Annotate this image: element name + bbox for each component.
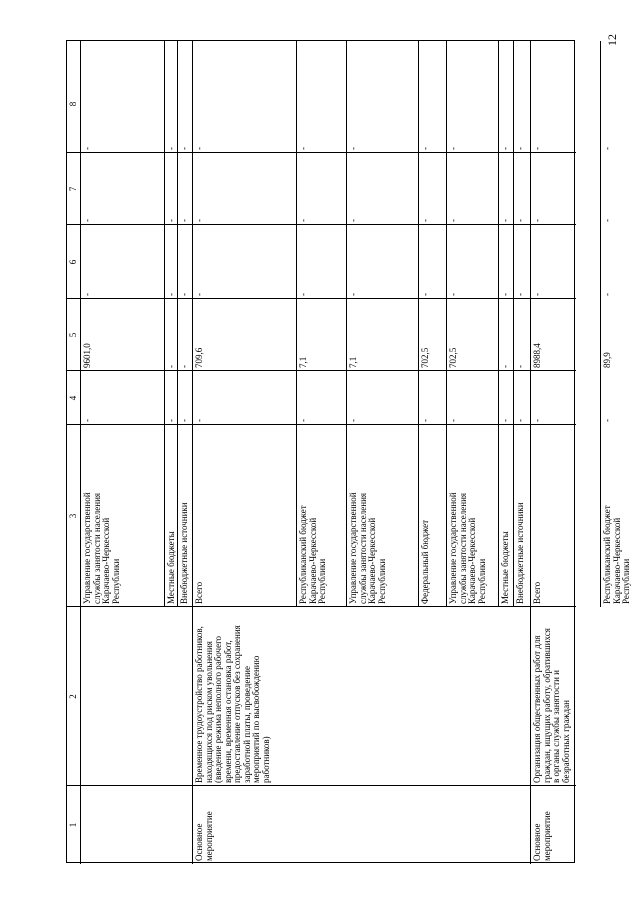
value-cell: 89,9	[602, 352, 612, 368]
value-cell: -	[500, 293, 510, 296]
value-cell: -	[298, 419, 308, 422]
value-cell: -	[602, 219, 612, 222]
value-cell: -	[194, 419, 204, 422]
value-cell: -	[298, 147, 308, 150]
value-cell: 709,6	[194, 347, 204, 368]
value-cell: -	[82, 147, 92, 150]
value-cell: -	[166, 147, 176, 150]
value-cell: -	[348, 219, 358, 222]
value-cell: -	[298, 293, 308, 296]
column-header-7: 7	[68, 186, 79, 192]
value-cell: -	[532, 147, 542, 150]
value-cell: -	[166, 365, 176, 368]
source-cell: Федеральный бюджет	[420, 519, 430, 604]
value-cell: -	[602, 293, 612, 296]
source-cell: Внебюджетные источники	[515, 502, 525, 604]
column-header-8: 8	[68, 101, 79, 107]
column-header-2: 2	[68, 694, 79, 699]
value-cell: -	[532, 293, 542, 296]
value-cell: -	[179, 219, 189, 222]
source-cell: Всего	[194, 581, 204, 604]
value-cell: -	[298, 219, 308, 222]
event-description-cell: Временное трудоустройство работников, находящихся под риском увольнения (введение режима неполного рабочего времени, временная остановка работ, предоставление отпусков без сохранения заработной платы, проведение мероприятий по высвобождению работников)	[194, 625, 271, 783]
value-cell: -	[448, 419, 458, 422]
value-cell: -	[179, 419, 189, 422]
page-number: 12	[604, 34, 619, 46]
source-cell: Управление государственной службы занятости населения Карачаево-Черкесской Республики	[82, 492, 121, 604]
value-cell: -	[348, 293, 358, 296]
value-cell: 7,1	[298, 356, 308, 368]
value-cell: -	[532, 419, 542, 422]
value-cell: -	[194, 293, 204, 296]
budget-table	[66, 40, 631, 863]
value-cell: 702,5	[448, 347, 458, 368]
value-cell: -	[194, 219, 204, 222]
value-cell: -	[448, 147, 458, 150]
event-description-cell: Организация общественных работ для граждан, ищущих работу, обратившихся в органы службы занятости и безработных граждан	[532, 628, 571, 783]
value-cell: -	[82, 293, 92, 296]
value-cell: 7,1	[348, 356, 358, 368]
value-cell: -	[602, 419, 612, 422]
column-header-5: 5	[68, 332, 79, 338]
value-cell: -	[515, 419, 525, 422]
value-cell: -	[179, 293, 189, 296]
value-cell: -	[515, 365, 525, 368]
value-cell: -	[532, 219, 542, 222]
value-cell: -	[179, 147, 189, 150]
event-type-cell: Основное мероприятие	[532, 811, 552, 861]
source-cell: Республиканский бюджет Карачаево-Черкесской Республики	[602, 505, 631, 604]
value-cell: -	[179, 365, 189, 368]
value-cell: -	[420, 419, 430, 422]
value-cell: -	[500, 365, 510, 368]
value-cell: -	[515, 293, 525, 296]
source-cell: Всего	[532, 581, 542, 604]
value-cell: 9601,0	[82, 343, 92, 368]
value-cell: -	[500, 147, 510, 150]
source-cell: Внебюджетные источники	[179, 502, 189, 604]
value-cell: -	[515, 147, 525, 150]
value-cell: -	[348, 419, 358, 422]
value-cell: -	[194, 147, 204, 150]
event-type-cell: Основное мероприятие	[194, 811, 214, 861]
value-cell: -	[82, 419, 92, 422]
value-cell: -	[348, 147, 358, 150]
value-cell: -	[166, 293, 176, 296]
source-cell: Управление государственной службы занятости населения Карачаево-Черкесской Республики	[348, 492, 387, 604]
value-cell: 8988,4	[532, 343, 542, 368]
column-header-3: 3	[68, 513, 79, 519]
value-cell: -	[500, 419, 510, 422]
source-cell: Управление государственной службы занятости населения Карачаево-Черкесской Республики	[448, 492, 487, 604]
source-cell: Местные бюджеты	[166, 531, 176, 604]
value-cell: -	[448, 293, 458, 296]
value-cell: -	[448, 219, 458, 222]
column-header-1: 1	[68, 822, 79, 828]
value-cell: -	[515, 219, 525, 222]
source-cell: Местные бюджеты	[500, 531, 510, 604]
value-cell: -	[166, 419, 176, 422]
value-cell: -	[602, 147, 612, 150]
value-cell: -	[420, 219, 430, 222]
value-cell: -	[82, 219, 92, 222]
value-cell: -	[166, 219, 176, 222]
value-cell: 702,5	[420, 347, 430, 368]
source-cell: Республиканский бюджет Карачаево-Черкесской Республики	[298, 505, 327, 604]
column-header-6: 6	[68, 259, 79, 265]
value-cell: -	[500, 219, 510, 222]
value-cell: -	[420, 147, 430, 150]
value-cell: -	[420, 293, 430, 296]
column-header-4: 4	[68, 395, 79, 401]
